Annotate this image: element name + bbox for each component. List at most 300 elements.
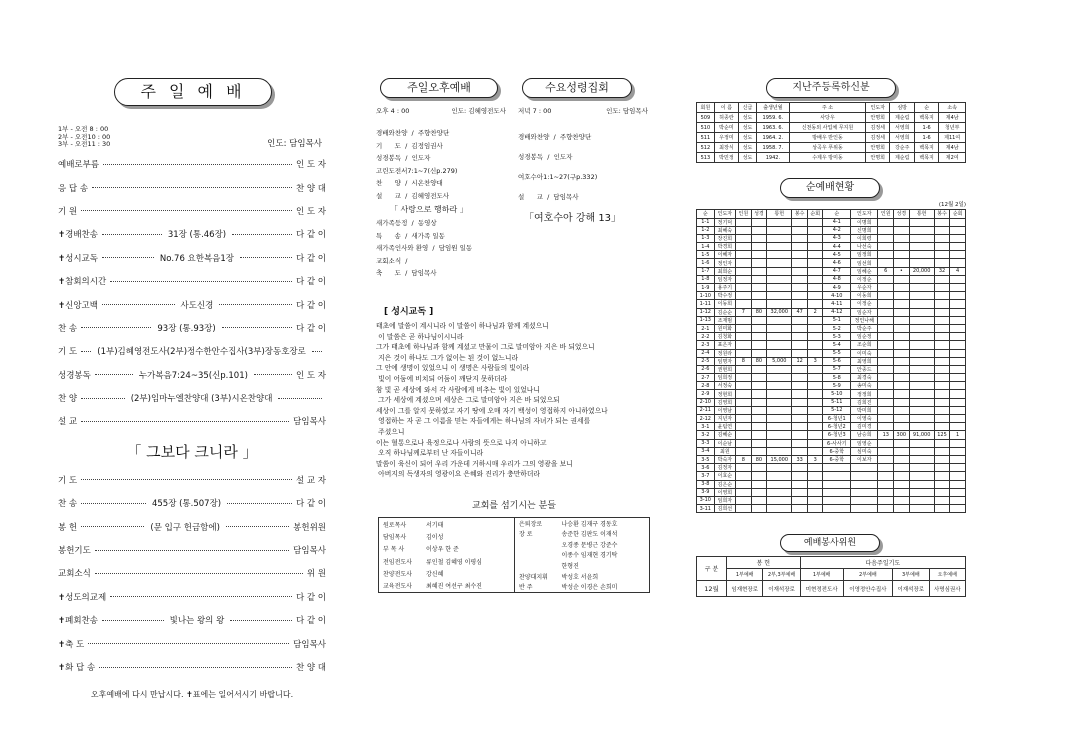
soon-cell <box>878 365 894 373</box>
dot-leader <box>81 210 292 211</box>
soon-cell: 박수정 <box>714 292 735 300</box>
new-cell: 상곡우 푸위동 <box>789 143 865 153</box>
soon-cell <box>807 472 823 480</box>
order-label: 교회소식 <box>58 569 91 580</box>
soon-cell: 1-3 <box>697 234 715 242</box>
order-label: 봉 헌 <box>58 522 78 533</box>
soon-cell: 이미숙 <box>851 349 878 357</box>
soon-cell <box>950 275 966 283</box>
dot-leader <box>232 234 292 235</box>
soon-cell <box>751 275 767 283</box>
soon-cell <box>894 415 910 423</box>
staff-names: 나승환 김재구 경동호 <box>561 520 618 528</box>
soon-cell <box>909 316 934 324</box>
soon-cell: 심미숙 <box>851 447 878 455</box>
soon-cell: 6-중학 <box>823 447 851 455</box>
soon-cell: 3-1 <box>697 423 715 431</box>
soon-cell: 5-4 <box>823 341 851 349</box>
staff-names: 송준한 김판도 이재석 <box>561 531 618 539</box>
order-row <box>58 176 326 199</box>
order-label: 예배로부름 <box>58 160 100 171</box>
soon-cell: 지년자 <box>714 415 735 423</box>
soon-cell: 91,000 <box>909 431 934 439</box>
new-cell: 안명희 <box>866 143 890 153</box>
table-row <box>697 251 966 259</box>
order-row <box>58 585 326 608</box>
soon-cell <box>950 374 966 382</box>
soon-cell: 13 <box>878 431 894 439</box>
soon-cell: 1-7 <box>697 267 715 275</box>
soon-cell <box>751 324 767 332</box>
soon-cell: 15,000 <box>767 455 792 463</box>
soon-cell <box>736 406 752 414</box>
soon-cell <box>807 447 823 455</box>
soon-cell: 이영남 <box>714 406 735 414</box>
soon-cell <box>851 472 878 480</box>
soon-cell <box>751 488 767 496</box>
soon-cell: 4-1 <box>823 218 851 226</box>
soon-cell <box>909 472 934 480</box>
new-cell: 안명희 <box>866 153 890 163</box>
soon-cell <box>878 480 894 488</box>
dot-leader <box>81 503 146 504</box>
soon-cell <box>934 496 950 504</box>
soon-cell <box>950 365 966 373</box>
staff-names: 최혜진 여선구 최수진 <box>426 583 482 591</box>
new-cell: 방배우 반인동 <box>789 133 865 143</box>
soon-cell: 3-3 <box>697 439 715 447</box>
soon-cell <box>736 324 752 332</box>
soon-cell: 2-10 <box>697 398 715 406</box>
soon-cell <box>767 243 792 251</box>
sunday-service <box>58 78 326 700</box>
soon-cell: 5-10 <box>823 390 851 398</box>
soon-cell <box>909 464 934 472</box>
soon-cell <box>767 324 792 332</box>
new-cell: 최장식 <box>714 143 738 153</box>
soon-cell <box>751 333 767 341</box>
new-cell: 513 <box>697 153 715 163</box>
soon-cell <box>909 390 934 398</box>
soon-cell <box>878 226 894 234</box>
reading-line: 영접하는 자 곧 그 이름을 믿는 자들에게는 하나님의 자녀가 되는 권세를 <box>376 417 591 426</box>
soon-cell <box>792 505 808 513</box>
soon-cell <box>894 505 910 513</box>
soon-cell: 2 <box>807 308 823 316</box>
new-cell: 성도 <box>739 153 757 163</box>
soon-cell <box>909 324 934 332</box>
soon-cell <box>894 251 910 259</box>
soon-cell: 4 <box>950 267 966 275</box>
soon-cell <box>950 251 966 259</box>
soon-cell <box>894 447 910 455</box>
soon-cell: 서정숙 <box>714 382 735 390</box>
table-row <box>697 292 966 300</box>
afternoon-item: 고린도전서7:1~7(신p.279) <box>376 166 458 175</box>
soon-cell <box>767 292 792 300</box>
dot-leader <box>99 667 292 668</box>
soon-cell: 김영희 <box>714 398 735 406</box>
new-cell: 제4남 <box>939 113 966 123</box>
afternoon-time: 오후 4 : 00 <box>376 107 410 115</box>
soon-cell <box>807 349 823 357</box>
cell-worship-title: 순예배현황 <box>780 178 880 198</box>
soon-cell <box>792 480 808 488</box>
soon-cell <box>751 365 767 373</box>
soon-cell <box>894 349 910 357</box>
soon-cell: 6-사사기 <box>823 439 851 447</box>
staff-names: 이상우 한 준 <box>426 546 459 554</box>
soon-cell <box>851 480 878 488</box>
soon-cell: 2-7 <box>697 374 715 382</box>
soon-cell: 12 <box>792 357 808 365</box>
soon-cell: 김희선 <box>714 505 735 513</box>
soon-cell: 4-4 <box>823 243 851 251</box>
soon-cell <box>792 300 808 308</box>
soon-cell <box>807 374 823 382</box>
soon-cell: 윤팀연 <box>714 423 735 431</box>
dot-leader <box>222 327 292 328</box>
afternoon-item: 축 도 / 담임목사 <box>376 269 437 277</box>
soon-cell <box>851 505 878 513</box>
soon-cell <box>751 300 767 308</box>
soon-cell: 송미숙 <box>851 382 878 390</box>
order-detail: (문 입구 헌금함에) <box>150 522 220 533</box>
soon-cell <box>807 488 823 496</box>
soon-cell <box>950 406 966 414</box>
order-detail: (1부)김혜영전도사(2부)정수한안수집사(3부)장동호장로 <box>97 347 306 358</box>
new-cell: 제4남 <box>939 143 966 153</box>
vol-value: 임재현장로 <box>727 581 763 597</box>
soon-cell <box>934 423 950 431</box>
order-person: 찬 양 대 <box>295 183 326 194</box>
soon-cell <box>909 496 934 504</box>
staff-role: 찬양대지휘 <box>519 573 548 581</box>
reading-line: 세상이 그를 알지 못하였고 자기 땅에 오매 자기 백성이 영접하지 아니하였으나 <box>376 406 608 415</box>
order-label: ✝경배찬송 <box>58 230 98 241</box>
reading-line: 주셨으니 <box>376 427 405 436</box>
reading-line: 빛이 어둠에 비치되 어둠이 깨닫지 못하더라 <box>376 374 508 383</box>
soon-cell <box>751 267 767 275</box>
soon-cell <box>878 333 894 341</box>
table-row <box>697 316 966 324</box>
soon-cell: 32,000 <box>767 308 792 316</box>
soon-cell <box>878 415 894 423</box>
staff-names: 류인철 김혜영 이평심 <box>426 558 482 566</box>
soon-cell <box>751 406 767 414</box>
table-row <box>697 472 966 480</box>
afternoon-item: 새가족등정 / 동영상 <box>376 219 437 227</box>
soon-cell <box>894 488 910 496</box>
order-label: ✝성시교독 <box>58 253 98 264</box>
soon-cell: 이영숙 <box>851 415 878 423</box>
soon-cell <box>894 455 910 463</box>
soon-cell <box>950 398 966 406</box>
soon-cell: 4-7 <box>823 267 851 275</box>
soon-cell <box>878 406 894 414</box>
afternoon-sermon: 「 사랑으로 행하라 」 <box>390 205 468 214</box>
soon-cell <box>878 464 894 472</box>
soon-cell <box>767 341 792 349</box>
soon-cell: 3-5 <box>697 455 715 463</box>
soon-cell: 5-12 <box>823 406 851 414</box>
new-header: 출생년월 <box>756 103 789 113</box>
soon-cell <box>807 406 823 414</box>
dot-leader <box>102 620 164 621</box>
soon-cell <box>934 472 950 480</box>
afternoon-item: 찬 양 / 시온찬양대 <box>376 179 443 187</box>
soon-cell: 4-3 <box>823 234 851 242</box>
soon-cell <box>792 496 808 504</box>
soon-cell <box>767 382 792 390</box>
reading-line: 태초에 말씀이 계시니라 이 말씀이 하나님과 함께 계셨으니 <box>376 322 549 330</box>
soon-cell <box>894 218 910 226</box>
soon-cell <box>878 472 894 480</box>
soon-cell <box>878 447 894 455</box>
soon-cell <box>807 390 823 398</box>
new-cell: 강순주 <box>890 143 914 153</box>
soon-cell: 이보자 <box>851 455 878 463</box>
table-row <box>697 259 966 267</box>
table-row <box>697 133 966 143</box>
soon-cell <box>751 447 767 455</box>
wednesday-lead: 인도: 담임목사 <box>606 107 648 115</box>
soon-cell <box>950 505 966 513</box>
soon-cell: 1 <box>950 431 966 439</box>
soon-cell: 최영희 <box>851 357 878 365</box>
staff-role <box>515 539 561 550</box>
soon-cell <box>878 390 894 398</box>
soon-cell <box>878 275 894 283</box>
order-row <box>58 515 326 538</box>
new-cell: 청년부 <box>939 123 966 133</box>
time-2: 2부 - 오전10 : 00 <box>58 132 111 141</box>
soon-cell: 20,000 <box>909 267 934 275</box>
soon-cell <box>950 488 966 496</box>
soon-cell: 박순주 <box>851 324 878 332</box>
order-label: ✝참회의시간 <box>58 277 107 288</box>
soon-cell <box>909 480 934 488</box>
staff-left-table <box>379 518 514 592</box>
soon-cell <box>792 267 808 275</box>
soon-cell <box>792 365 808 373</box>
soon-cell: 4-10 <box>823 292 851 300</box>
soon-cell <box>878 324 894 332</box>
order-row <box>58 386 326 409</box>
soon-cell: 1-12 <box>697 308 715 316</box>
table-row <box>697 406 966 414</box>
soon-cell <box>751 218 767 226</box>
soon-cell: 3-8 <box>697 480 715 488</box>
soon-cell <box>807 333 823 341</box>
soon-cell <box>934 455 950 463</box>
soon-cell <box>736 480 752 488</box>
reading-line: 그가 태초에 하나님과 함께 계셨고 만물이 그로 말미암아 지은 바 되었으니 <box>376 343 595 352</box>
soon-cell <box>751 284 767 292</box>
table-row <box>697 464 966 472</box>
soon-cell <box>792 284 808 292</box>
soon-cell <box>736 439 752 447</box>
soon-cell <box>950 480 966 488</box>
soon-cell <box>950 243 966 251</box>
order-label: ✝화 답 송 <box>58 663 96 673</box>
table-row <box>697 243 966 251</box>
soon-header: 성경 <box>751 210 767 219</box>
soon-cell <box>807 431 823 439</box>
order-row <box>58 223 326 246</box>
staff-names: 김이성 <box>426 533 444 541</box>
soon-cell <box>950 226 966 234</box>
table-row <box>697 455 966 463</box>
soon-cell: 1-4 <box>697 243 715 251</box>
soon-cell <box>909 349 934 357</box>
soon-cell: 정현희 <box>714 390 735 398</box>
soon-cell <box>767 300 792 308</box>
soon-header: 순 <box>823 210 851 219</box>
soon-cell <box>767 316 792 324</box>
worship-volunteers <box>696 534 966 597</box>
dot-leader <box>81 327 151 328</box>
wednesday-item: 성경봉독 / 인도자 <box>518 153 573 161</box>
table-row <box>697 226 966 234</box>
soon-cell <box>909 226 934 234</box>
soon-cell: 3-4 <box>697 447 715 455</box>
order-row <box>58 655 326 678</box>
table-row <box>697 284 966 292</box>
soon-cell <box>894 398 910 406</box>
soon-cell <box>792 292 808 300</box>
staff-role: 원로목사 <box>383 521 407 529</box>
new-cell: 512 <box>697 143 715 153</box>
new-cell: 허종란 <box>714 113 738 123</box>
staff-names: 서기태 <box>426 521 444 529</box>
soon-cell <box>909 218 934 226</box>
table-row <box>697 431 966 439</box>
soon-cell <box>751 480 767 488</box>
order-part-1 <box>58 153 326 434</box>
soon-cell <box>934 480 950 488</box>
soon-cell: 남승희 <box>851 431 878 439</box>
soon-cell <box>751 505 767 513</box>
afternoon-order-2 <box>376 217 506 280</box>
new-cell: 백목지 <box>914 113 938 123</box>
soon-cell: 임정희 <box>851 251 878 259</box>
soon-cell: 4-2 <box>823 226 851 234</box>
soon-cell <box>909 382 934 390</box>
table-row <box>697 324 966 332</box>
soon-cell: 정인나해 <box>851 316 878 324</box>
soon-cell <box>934 300 950 308</box>
new-cell: 성도 <box>739 133 757 143</box>
table-row <box>697 123 966 133</box>
soon-cell: 32 <box>934 267 950 275</box>
soon-cell <box>909 259 934 267</box>
new-cell: 성도 <box>739 123 757 133</box>
vol-value: 이재석장로 <box>893 581 929 597</box>
soon-cell <box>807 300 823 308</box>
soon-cell <box>751 341 767 349</box>
soon-cell: 이영희 <box>714 488 735 496</box>
soon-cell: 80 <box>751 455 767 463</box>
soon-cell <box>909 455 934 463</box>
soon-cell <box>736 496 752 504</box>
afternoon-item: 새가족인사와 환영 / 담임원 일동 <box>376 244 473 252</box>
soon-cell: 125 <box>934 431 950 439</box>
soon-cell: 4-5 <box>823 251 851 259</box>
afternoon-item: 경배와찬양 / 주향찬양단 <box>376 129 450 137</box>
soon-cell <box>751 243 767 251</box>
order-person: 다 같 이 <box>295 230 327 241</box>
soon-cell <box>894 226 910 234</box>
vol-sub: 3부예배 <box>893 569 929 581</box>
new-cell: 1959. 6. <box>756 113 789 123</box>
order-label: 성경봉독 <box>58 370 91 381</box>
soon-cell <box>736 333 752 341</box>
staff-role: 전임전도사 <box>383 558 412 566</box>
soon-cell <box>950 496 966 504</box>
soon-cell <box>894 464 910 472</box>
soon-cell <box>792 349 808 357</box>
soon-cell <box>736 226 752 234</box>
soon-cell: 4-12 <box>823 308 851 316</box>
soon-cell: 임희자 <box>714 496 735 504</box>
soon-cell <box>950 308 966 316</box>
afternoon-item: 특 송 / 새가족 일동 <box>376 231 445 240</box>
soon-cell <box>736 398 752 406</box>
new-cell: 성도 <box>739 113 757 123</box>
soon-cell <box>878 316 894 324</box>
soon-cell <box>934 333 950 341</box>
order-row <box>58 363 326 386</box>
soon-cell <box>878 423 894 431</box>
order-row <box>58 316 326 339</box>
soon-cell <box>950 455 966 463</box>
volunteers-title: 예배봉사위원 <box>780 534 880 552</box>
soon-header: 순 <box>697 210 715 219</box>
table-row <box>697 357 966 365</box>
soon-cell <box>807 496 823 504</box>
reading-title: [ 성시교독 ] <box>384 307 434 317</box>
order-label: 설 교 <box>58 417 78 428</box>
soon-cell <box>878 398 894 406</box>
reading-line: 그가 세상에 계셨으며 세상은 그로 말미암아 지은 바 되었으되 <box>376 396 560 405</box>
soon-cell <box>736 374 752 382</box>
new-cell: 박순미 <box>714 123 738 133</box>
soon-cell: 4-11 <box>823 300 851 308</box>
responsive-reading <box>376 304 656 480</box>
soon-cell <box>894 324 910 332</box>
new-cell: 안명희 <box>866 113 890 123</box>
soon-cell <box>736 423 752 431</box>
soon-cell <box>736 259 752 267</box>
soon-cell <box>878 251 894 259</box>
soon-cell: 박숙자 <box>714 455 735 463</box>
vol-header-offering: 봉 헌 <box>727 557 801 569</box>
soon-cell: 김순순 <box>714 308 735 316</box>
soon-cell <box>767 390 792 398</box>
soon-cell: 김혜순 <box>714 431 735 439</box>
soon-cell <box>909 333 934 341</box>
soon-cell: 장진희 <box>714 234 735 242</box>
order-label: 봉헌기도 <box>58 546 91 557</box>
soon-cell: 조재범 <box>714 316 735 324</box>
soon-cell <box>792 464 808 472</box>
soon-cell <box>807 341 823 349</box>
cell-worship-date: (12월 2일) <box>938 202 966 208</box>
soon-cell: 최원 <box>714 447 735 455</box>
soon-cell <box>736 415 752 423</box>
soon-cell: 3-9 <box>697 488 715 496</box>
